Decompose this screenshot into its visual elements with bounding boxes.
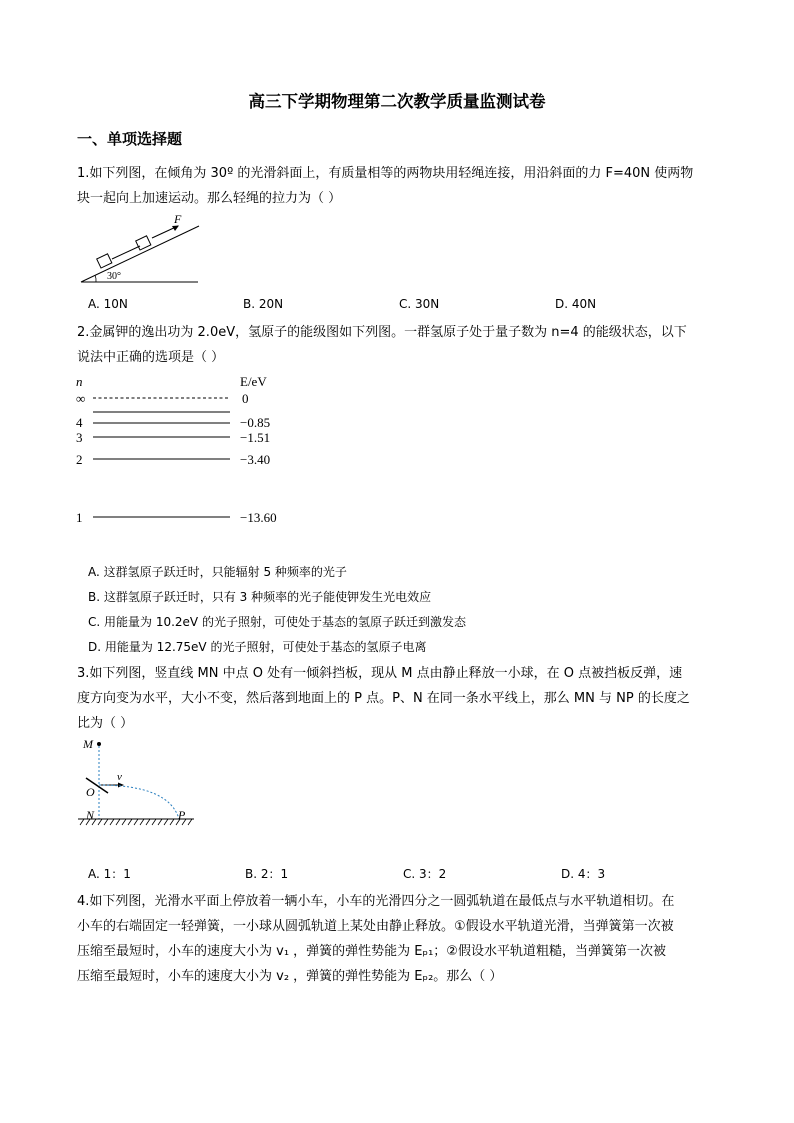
q2-text-line-1: 2.金属钾的逸出功为 2.0eV，氢原子的能级图如下列图。一群氢原子处于量子数为 n=4 的能级状态，以下: [77, 325, 687, 340]
q2-level-n-inf: ∞: [76, 391, 86, 406]
q2-option-c[interactable]: C. 用能量为 10.2eV 的光子照射，可使处于基态的氢原子跃迁到激发态: [88, 615, 466, 629]
q2-level-e-4: −0.85: [240, 415, 271, 430]
q1-rope: [112, 246, 140, 259]
q1-block-upper: [136, 236, 151, 250]
q2-option-d[interactable]: D. 用能量为 12.75eV 的光子照射，可使处于基态的氢原子电离: [88, 640, 427, 654]
q2-level-e-3: −1.51: [240, 430, 271, 445]
q3-option-c[interactable]: C. 3：2: [403, 867, 447, 881]
q3-option-a[interactable]: A. 1：1: [88, 867, 131, 881]
q1-text-line-1: 1.如下列图，在倾角为 30º 的光滑斜面上，有质量相等的两物块用轻绳连接，用沿斜面的力 F=40N 使两物: [77, 166, 694, 181]
q2-option-a[interactable]: A. 这群氢原子跃迁时，只能辐射 5 种频率的光子: [88, 565, 347, 579]
q2-level-e-inf: 0: [242, 391, 249, 406]
q2-e-header: E/eV: [240, 374, 267, 389]
q2-level-n-2: 2: [76, 452, 83, 467]
q1-option-c[interactable]: C. 30N: [399, 297, 440, 311]
q3-trajectory: [99, 785, 179, 819]
q3-option-d[interactable]: D. 4：3: [561, 867, 606, 881]
q3-text-line-3: 比为（ ）: [77, 716, 134, 731]
q3-label-o: O: [86, 785, 95, 799]
q2-level-n-3: 3: [76, 430, 83, 445]
q3-label-n: N: [86, 808, 95, 822]
q3-ground-hatching: [80, 819, 192, 825]
q2-level-n-1: 1: [76, 510, 83, 525]
q3-text-line-1: 3.如下列图，竖直线 MN 中点 O 处有一倾斜挡板，现从 M 点由静止释放一小球，在 O 点被挡板反弹，速: [77, 666, 683, 681]
q2-level-e-1: −13.60: [240, 510, 277, 525]
q1-angle-label: 30°: [107, 271, 121, 282]
q4-text-line-2: 小车的右端固定一轻弹簧，一小球从圆弧轨道上某处由静止释放。①假设水平轨道光滑，当弹簧第一次被: [77, 919, 674, 934]
q1-option-d[interactable]: D. 40N: [555, 297, 597, 311]
q2-energy-level-diagram: [72, 370, 292, 530]
q3-label-p: P: [178, 808, 186, 822]
page-title: 高三下学期物理第二次教学质量监测试卷: [248, 92, 546, 111]
q2-level-e-2: −3.40: [240, 452, 271, 467]
q1-text-line-2: 块一起向上加速运动。那么轻绳的拉力为（ ）: [77, 191, 342, 206]
q3-label-v: v: [117, 771, 122, 783]
q1-force-label: F: [174, 212, 182, 226]
q3-label-m: M: [83, 737, 93, 751]
q2-text-line-2: 说法中正确的选项是（ ）: [77, 350, 225, 365]
q1-option-a[interactable]: A. 10N: [88, 297, 128, 311]
q4-text-line-4: 压缩至最短时，小车的速度大小为 v₂ ，弹簧的弹性势能为 Eₚ₂。那么（ ）: [77, 969, 503, 984]
q1-incline-figure: [78, 210, 203, 288]
q4-text-line-1: 4.如下列图，光滑水平面上停放着一辆小车，小车的光滑四分之一圆弧轨道在最低点与水平轨道相切。在: [77, 894, 675, 909]
section-heading: 一、单项选择题: [77, 130, 183, 148]
q4-text-line-3: 压缩至最短时，小车的速度大小为 v₁ ，弹簧的弹性势能为 Eₚ₁；②假设水平轨道粗糙，当弹簧第一次被: [77, 944, 666, 959]
q2-n-header: n: [76, 374, 83, 389]
q2-level-n-4: 4: [76, 415, 83, 430]
q1-option-b[interactable]: B. 20N: [243, 297, 284, 311]
q3-text-line-2: 度方向变为水平，大小不变，然后落到地面上的 P 点。P、N 在同一条水平线上，那么 MN 与 NP 的长度之: [77, 691, 690, 706]
q2-option-b[interactable]: B. 这群氢原子跃迁时，只有 3 种频率的光子能使钾发生光电效应: [88, 590, 432, 604]
q1-block-lower: [97, 254, 112, 268]
q3-projectile-figure: [74, 733, 199, 833]
q3-option-b[interactable]: B. 2：1: [245, 867, 289, 881]
